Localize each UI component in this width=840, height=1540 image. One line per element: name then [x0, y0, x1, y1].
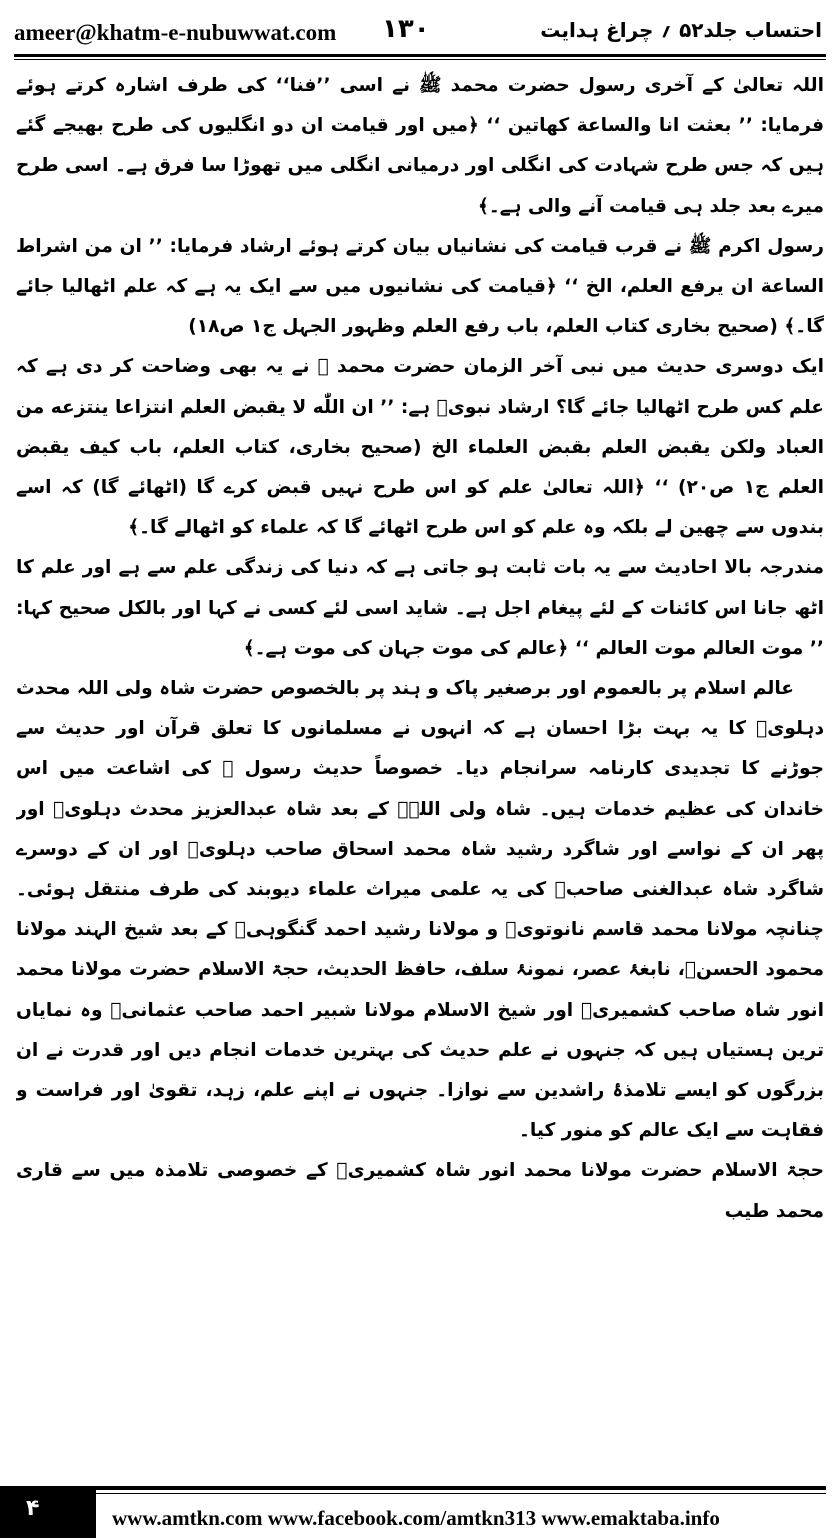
footer-page-number: ۴	[26, 1496, 40, 1521]
paragraph-6: حجۃ الاسلام حضرت مولانا محمد انور شاہ کشمیریؒ کے خصوصی تلامذہ میں سے قاری محمد طیب	[16, 1160, 824, 1222]
article-body	[16, 66, 824, 1458]
header-email: ameer@khatm-e-nubuwwat.com	[14, 20, 337, 45]
footer-page-box	[0, 1486, 96, 1538]
paragraph-1: اللہ تعالیٰ کے آخری رسول حضرت محمد ﷺ نے اسی ’’فنا‘‘ کی طرف اشارہ کرتے ہوئے فرمایا: ’’ بعثت انا والساعة کهاتين ‘‘ ﴿میں اور قیامت ان دو انگلیوں کی طرح بھیجے گئے ہیں کہ جس طرح شہادت کی انگلی اور درمیانی انگلی میں تھوڑا سا فرق ہے۔ اسی طرح میرے بعد جلد ہی قیامت آنے والی ہے۔﴾	[16, 75, 824, 217]
header-divider	[14, 54, 826, 57]
header-page-number: ۱۳۰	[382, 14, 430, 44]
footer-links: www.amtkn.com www.facebook.com/amtkn313 www.emaktaba.info	[112, 1506, 720, 1530]
header-divider-thin	[14, 59, 826, 60]
header-title: احتساب جلد۵۲ ؍ چراغ ہدایت	[540, 18, 822, 42]
paragraph-2: رسول اکرم ﷺ نے قرب قیامت کی نشانیاں بیان کرتے ہوئے ارشاد فرمایا: ’’ ان من اشراط الساعة ان يرفع العلم، الخ ‘‘ ﴿قیامت کی نشانیوں میں سے ایک یہ ہے کہ علم اٹھالیا جائے گا۔﴾ (صحیح بخاری کتاب العلم، باب رفع العلم وظہور الجہل ج۱ ص۱۸)	[16, 235, 824, 338]
page-footer	[0, 1468, 840, 1540]
paragraph-3: ایک دوسری حدیث میں نبی آخر الزمان حضرت محمد ﷺ نے یہ بھی وضاحت کر دی ہے کہ علم کس طرح اٹھالیا جائے گا؟ ارشاد نبویؐ ہے: ’’ ان اللّٰه لا يقبض العلم انتزاعا ينتزعه من العباد ولكن يقبض العلم بقبض العلماء الخ (صحيح بخاری، کتاب العلم، باب كيف يقبض العلم ج۱ ص۲۰) ‘‘ ﴿اللہ تعالیٰ علم کو اس طرح نہیں قبض کرے گا (اٹھائے گا) کہ اسے بندوں سے چھین لے بلکہ وہ علم کو اس طرح اٹھائے گا کہ علماء کو اٹھالے گا۔﴾	[16, 356, 824, 539]
paragraph-4: مندرجہ بالا احادیث سے یہ بات ثابت ہو جاتی ہے کہ دنیا کی زندگی علم سے ہے اور علم کا اٹھ جانا اس کائنات کے لئے پیغام اجل ہے۔ شاید اسی لئے کسی نے کہا اور بالکل صحیح کہا: ’’ موت العالم موت العالم ‘‘ ﴿عالم کی موت جہان کی موت ہے۔﴾	[16, 557, 824, 659]
footer-divider	[96, 1486, 826, 1490]
page-header	[14, 14, 826, 52]
paragraph-5: عالم اسلام پر بالعموم اور برصغیر پاک و ہند پر بالخصوص حضرت شاہ ولی اللہ محدث دہلویؒ کا یہ بہت بڑا احسان ہے کہ انہوں نے مسلمانوں کا تعلق قرآن اور حدیث سے جوڑنے کا تجدیدی کارنامہ سرانجام دیا۔ خصوصاً حدیث رسول ﷺ کی اشاعت میں اس خاندان کی عظیم خدمات ہیں۔ شاہ ولی اللہؒ کے بعد شاہ عبدالعزیز محدث دہلویؒ اور پھر ان کے نواسے اور شاگرد رشید شاہ محمد اسحاق صاحب دہلویؒ اور ان کے دوسرے شاگرد شاہ عبدالغنی صاحبؒ کی یہ علمی میراث علماء دیوبند کی طرف منتقل ہوئی۔ چنانچہ مولانا محمد قاسم نانوتویؒ و مولانا رشید احمد گنگوہیؒ کے بعد شیخ الہند مولانا محمود الحسنؒ، نابغۂ عصر، نمونۂ سلف، حافظ الحدیث، حجۃ الاسلام حضرت مولانا محمد انور شاہ صاحب کشمیریؒ اور شیخ الاسلام مولانا شبیر احمد صاحب عثمانیؒ وہ نمایاں ترین ہستیاں ہیں کہ جنہوں نے علم حدیث کی بہترین خدمات انجام دیں اور قدرت نے ان بزرگوں کو ایسے تلامذۂ راشدین سے نوازا۔ جنہوں نے اپنے علم، زہد، تقویٰ اور فراست و فقاہت سے ایک عالم کو منور کیا۔	[16, 678, 824, 1142]
footer-divider-thin	[96, 1493, 826, 1494]
